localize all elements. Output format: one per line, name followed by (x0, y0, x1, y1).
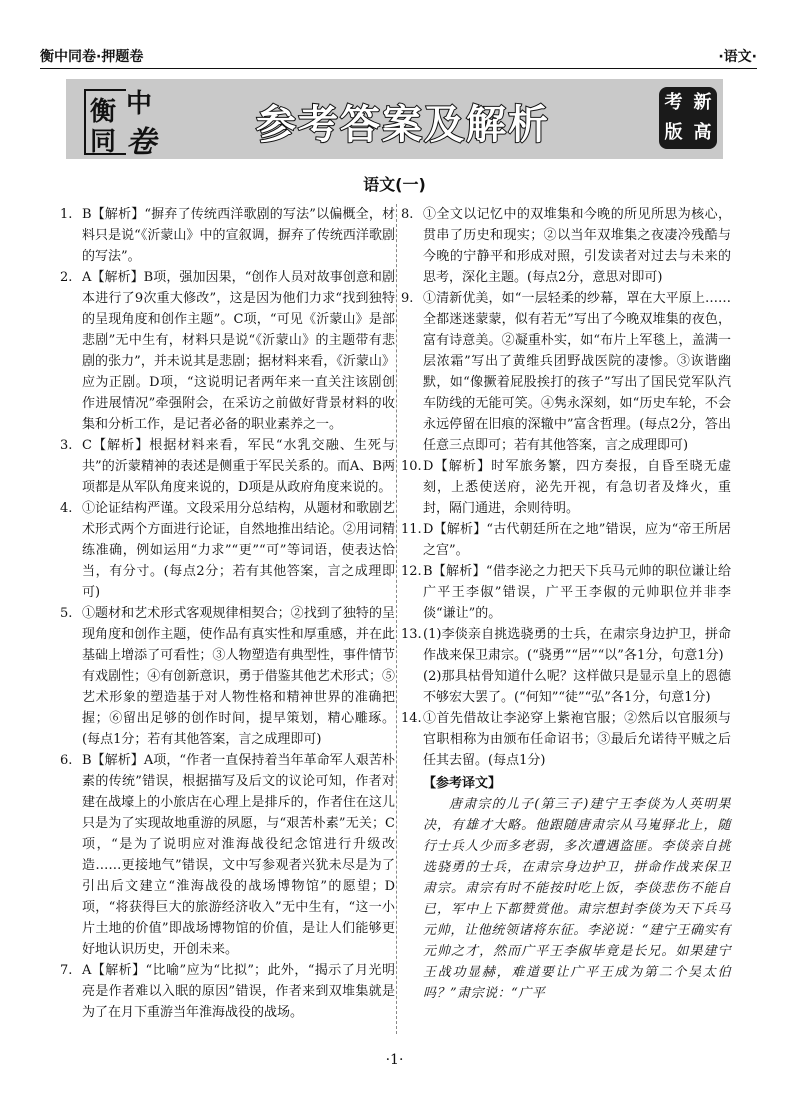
new-exam-badge (659, 87, 717, 149)
item-number: 14. (401, 711, 422, 726)
document-title: 语文(一) (363, 175, 426, 194)
page-number: ·1· (385, 1052, 404, 1068)
answer-item (60, 204, 395, 267)
item-number: 10. (401, 459, 422, 474)
answer-item (60, 267, 395, 435)
brand-char: 卷 (126, 125, 156, 160)
item-text: D【解析】时军旅务繁，四方奏报，自昏至晓无虚刻，上悉使送府，泌先开视，有急切者及烽火，重封，隔门通进，余则待明。 (423, 459, 731, 516)
item-text: ①首先借故让李泌穿上紫袍官服；②然后以官服须与官职相称为由颁布任命诏书；③最后允诺待平贼之后任其去留。(每点1分) (423, 711, 731, 768)
answer-item (401, 288, 731, 456)
brand-char: 同 (90, 127, 117, 157)
reference-translation: 唐肃宗的儿子(第三子)建宁王李倓为人英明果决，有雄才大略。他跟随唐肃宗从马嵬驿北上，随行士兵人少而多老弱，多次遭遇盗匪。李倓亲自挑选骁勇的士兵，在肃宗身边护卫，拼命作战来保卫肃宗。肃宗有时不能按时吃上饭，李倓悲伤不能自已，军中上下都赞赏他。肃宗想封李倓为天下兵马元帅，让他统领诸将东征。李泌说：“建宁王确实有元帅之才，然而广平王李俶毕竟是长兄。如果建宁王战功显赫，难道要让广平王成为第二个吴太伯吗？”肃宗说：“广平 (423, 797, 731, 1001)
answer-item (60, 498, 395, 603)
badge-char: 高 (693, 122, 712, 143)
item-text: A【解析】B项，强加因果，“创作人员对故事创意和剧本进行了9次重大修改”，这是因为他们力求“找到独特的呈现角度和创作主题”。C项，“可见《沂蒙山》是部悲剧”无中生有，材料只是说“《沂蒙山》的主题带有悲剧的张力”，并未说其是悲剧；据材料来看，《沂蒙山》应为正剧。D项，“这说明记者两年来一直关注该剧创作进展情况”牵强附会，在采访之前做好背景材料的收集和分析工作，是记者必备的职业素养之一。 (82, 270, 395, 432)
item-text: ①论证结构严谨。文段采用分总结构，从题材和歌剧艺术形式两个方面进行论证，自然地推出结论。②用词精练准确，例如运用“力求”“更”“可”等词语，使表达恰当，有分寸。(每点2分；若有其他答案，言之成理即可) (82, 501, 395, 600)
header-rule (40, 68, 757, 69)
answer-item (60, 603, 395, 750)
item-number: 3. (60, 438, 73, 453)
item-text: D【解析】“古代朝廷所在之地”错误，应为“帝王所居之宫”。 (423, 522, 731, 558)
answer-item (60, 960, 395, 1023)
item-number: 8. (401, 207, 414, 222)
item-number: 6. (60, 753, 73, 768)
sub-answer: (2)那具枯骨知道什么呢？这样做只是显示皇上的恩德不够宏大罢了。(“何知”“徒”“弘”各1分，句意1分) (423, 669, 731, 705)
item-text: B【解析】A项，“作者一直保持着当年革命军人艰苦朴素的传统”错误，根据描写及后文的议论可知，作者对建在战壕上的小旅店在心理上是排斥的，作者住在这儿只是为了实现故地重游的夙愿，与“艰苦朴素”无关；C项，“是为了说明应对淮海战役纪念馆进行升级改造……更接地气”错误，文中写参观者兴犹未尽是为了引出后文建立“淮海战役的战场博物馆”的愿望；D项，“将获得巨大的旅游经济收入”无中生有，“这一小片土地的价值”即战场博物馆的价值，是让人们能够更好地认识历史，开创未来。 (82, 753, 395, 957)
badge-char: 版 (664, 122, 683, 143)
item-number: 5. (60, 606, 73, 621)
badge-char: 考 (664, 92, 683, 113)
header-left: 衡中同卷·押题卷 (40, 49, 144, 65)
item-number: 1. (60, 207, 73, 222)
answer-item (401, 708, 731, 771)
item-number: 9. (401, 291, 414, 306)
running-header (40, 44, 757, 66)
item-number: 12. (401, 564, 422, 579)
item-number: 2. (60, 270, 73, 285)
item-text: ①清新优美，如“一层轻柔的纱幕，罩在大平原上……全都迷迷蒙蒙，似有若无”写出了今晚双堆集的夜色，富有诗意美。②凝重朴实，如“布片上军毯上，盖满一层浓霜”写出了黄维兵团野战医院的凄惨。③诙谐幽默，如“像撅着屁股挨打的孩子”写出了国民党军队汽车防线的无能可笑。④隽永深刻，如“历史车轮，不会永远停留在旧痕的深辙中”富含哲理。(每点2分，答出任意三点即可；若有其他答案，言之成理即可) (423, 291, 731, 453)
title-banner (66, 79, 723, 159)
left-column (60, 204, 395, 1023)
item-text: A【解析】“比喻”应为“比拟”；此外，“揭示了月光明亮是作者难以入眠的原因”错误，作者来到双堆集就是为了在月下重游当年淮海战役的战场。 (82, 963, 395, 1020)
item-text: C【解析】根据材料来看，军民“水乳交融、生死与共”的沂蒙精神的表述是侧重于军民关系的。而A、B两项都是从军队角度来说的，D项是从政府角度来说的。 (82, 438, 395, 495)
item-text: ①题材和艺术形式客观规律相契合；②找到了独特的呈现角度和创作主题，使作品有真实性和厚重感，并在此基础上增添了可看性；③人物塑造有典型性，事件情节有戏剧性；④有创新意识，勇于借鉴其他艺术形式；⑤艺术形象的塑造基于对人物性格和精神世界的准确把握；⑥留出足够的创作时间，提早策划，精心雕琢。(每点1分；若有其他答案，言之成理即可) (82, 606, 395, 747)
item-number: 4. (60, 501, 73, 516)
right-column (401, 204, 731, 1004)
answer-item (401, 456, 731, 519)
item-number: 13. (401, 627, 422, 642)
brand-logo (80, 85, 172, 160)
answer-item (401, 561, 731, 624)
brand-char: 中 (126, 89, 153, 119)
answer-item (401, 519, 731, 561)
banner-title: 参考答案及解析 (256, 102, 550, 148)
item-text: B【解析】“摒弃了传统西洋歌剧的写法”以偏概全，材料只是说“《沂蒙山》中的宣叙调，摒弃了传统西洋歌剧的写法”。 (82, 207, 395, 264)
item-text: (1)李倓亲自挑选骁勇的士兵，在肃宗身边护卫，拼命作战来保卫肃宗。(“骁勇”“居”“以”各1分，句意1分) (423, 627, 731, 663)
header-right: ·语文· (718, 49, 757, 65)
answer-item (401, 204, 731, 288)
column-divider (396, 204, 397, 1034)
answer-item (401, 624, 731, 666)
reference-translation-heading: 【参考译文】 (423, 776, 502, 791)
answer-item (60, 435, 395, 498)
brand-char: 衡 (90, 97, 117, 127)
answer-item (60, 750, 395, 960)
item-number: 11. (401, 522, 422, 537)
item-number: 7. (60, 963, 73, 978)
badge-char: 新 (693, 92, 712, 113)
item-text: B【解析】“借李泌之力把天下兵马元帅的职位谦让给广平王李俶”错误，广平王李俶的元帅职位并非李倓“谦让”的。 (423, 564, 731, 621)
item-text: ①全文以记忆中的双堆集和今晚的所见所思为核心，贯串了历史和现实；②以当年双堆集之夜凄冷残酷与今晚的宁静平和形成对照，引发读者对过去与未来的思考，深化主题。(每点2分，意思对即可) (423, 207, 731, 285)
